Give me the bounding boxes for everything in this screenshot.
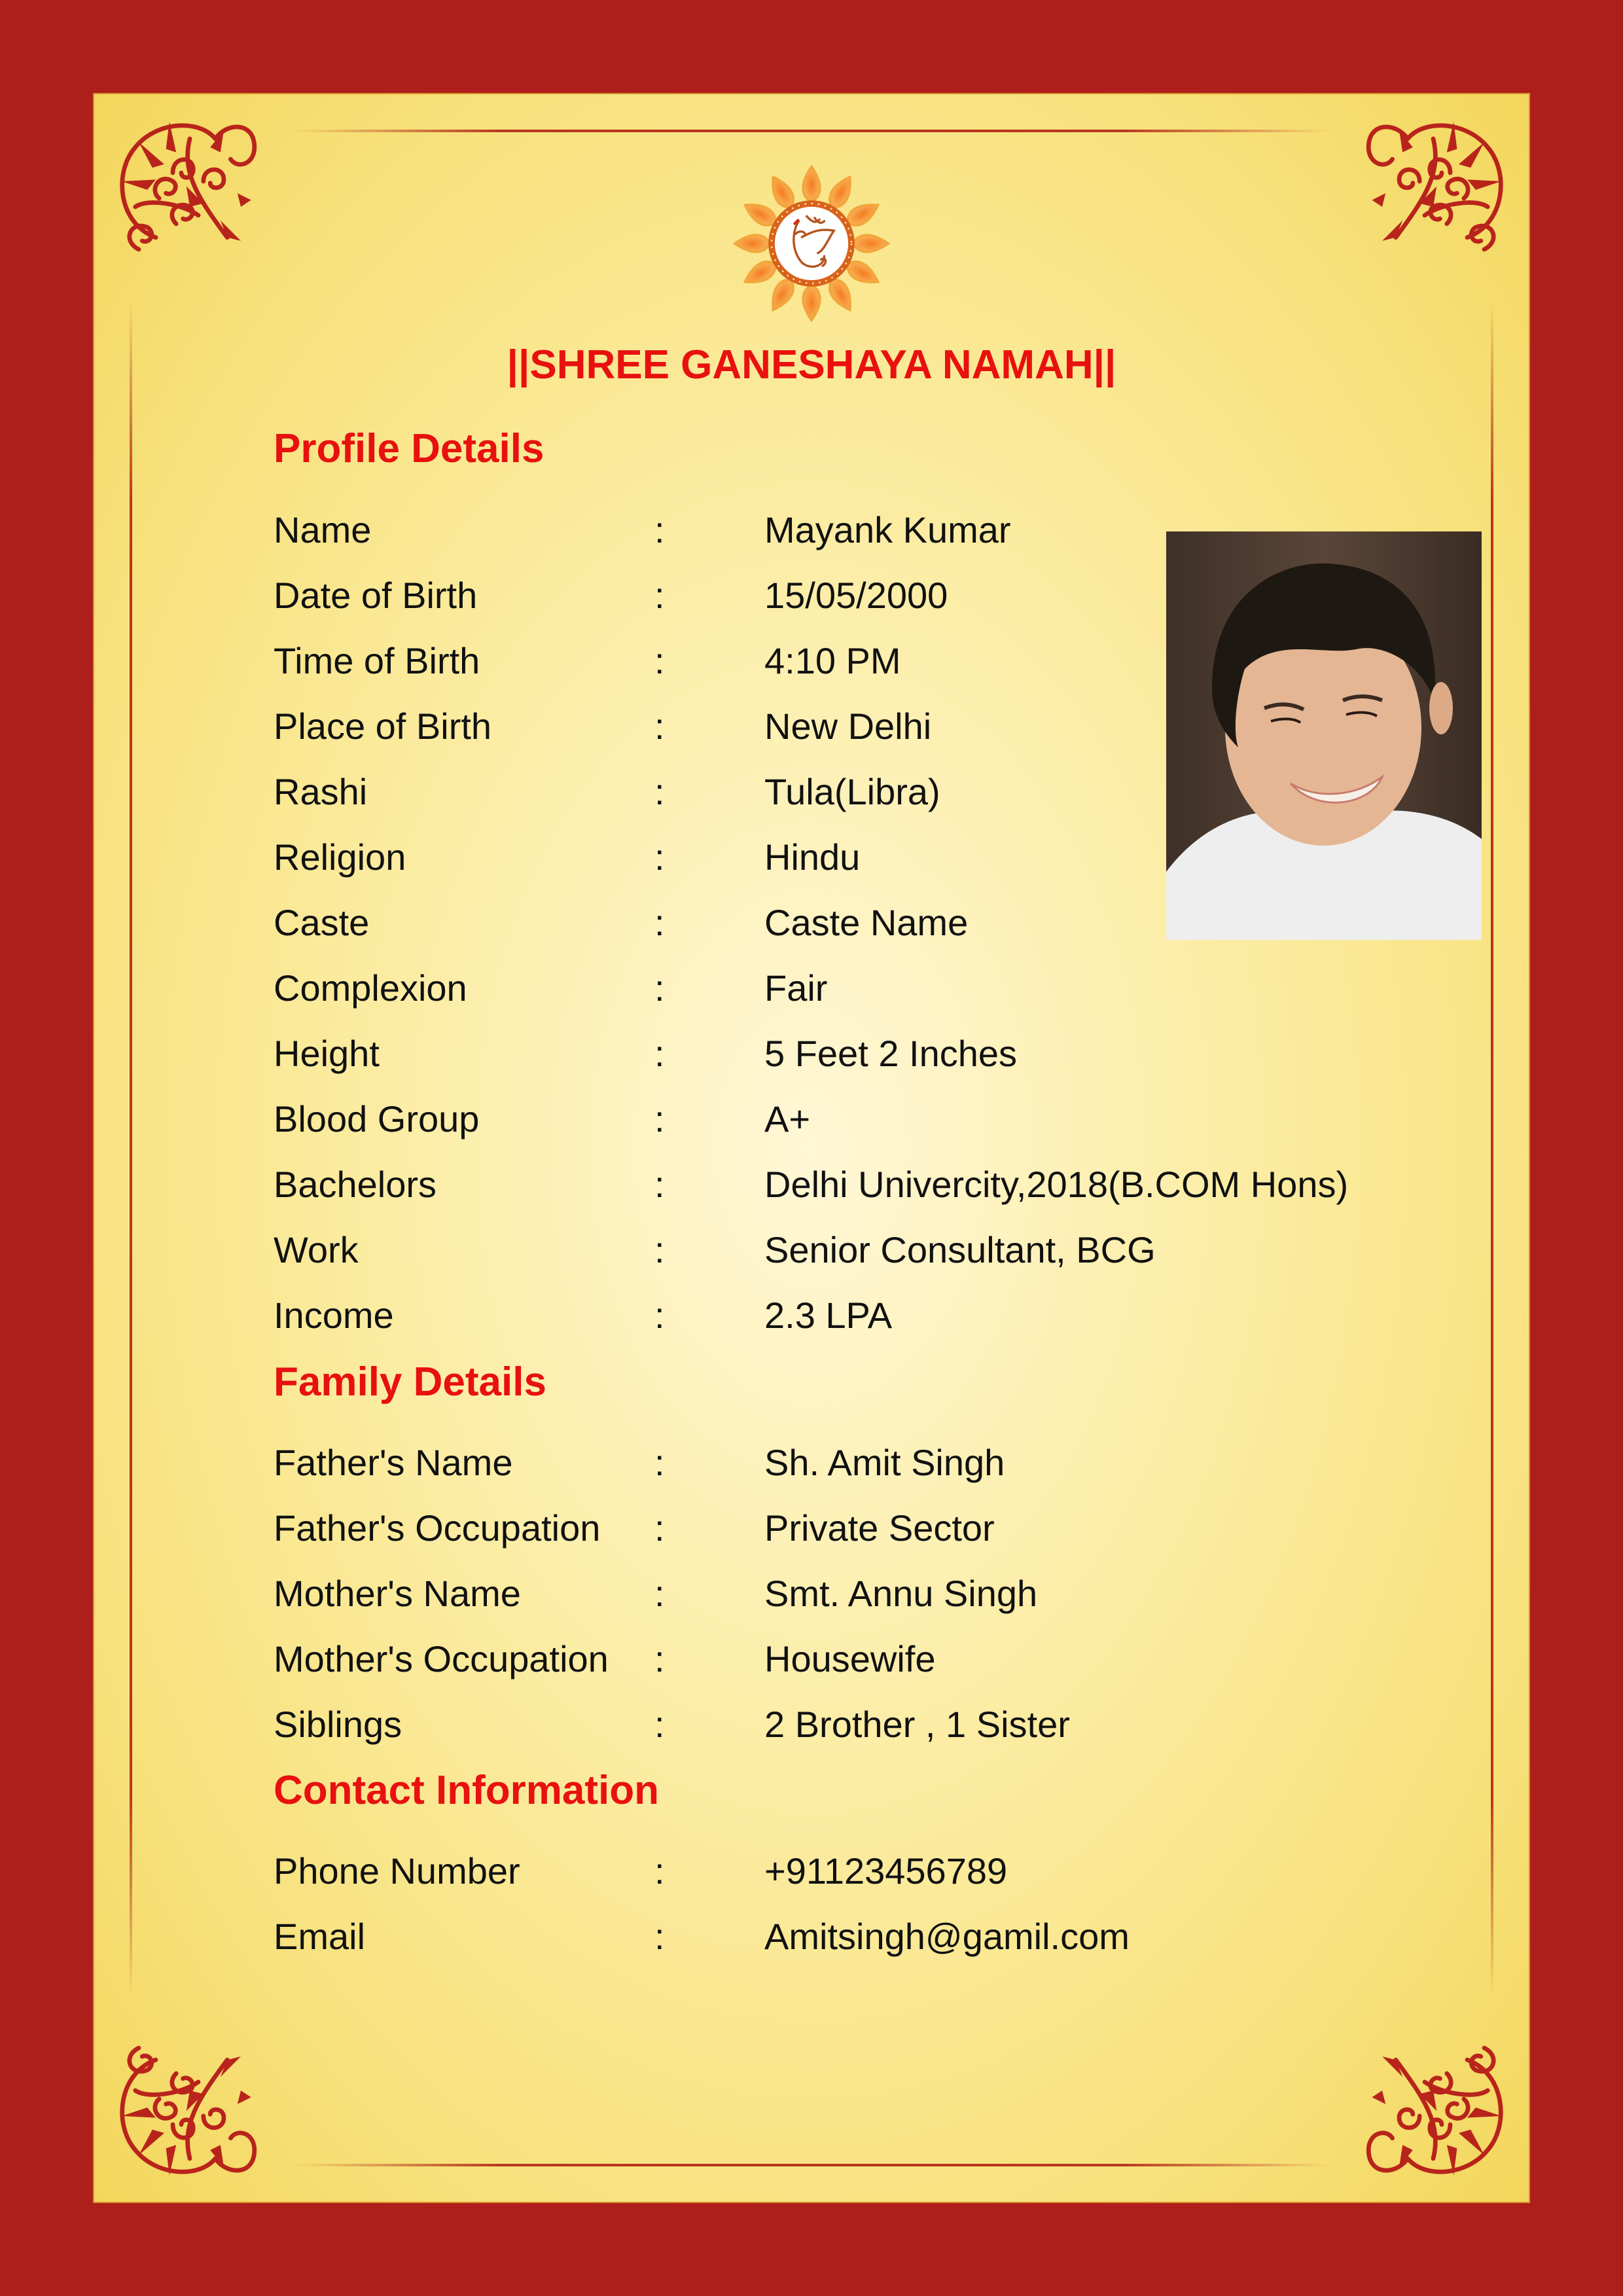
corner-ornament-top-right-icon [1348, 105, 1518, 275]
field-label: Complexion [274, 967, 467, 1009]
field-label: Rashi [274, 771, 368, 812]
corner-ornament-bottom-right-icon [1348, 2022, 1518, 2193]
field-label: Time of Birth [274, 640, 480, 681]
phone-number-value: +91123456789 [764, 1850, 1008, 1892]
field-value: Fair [764, 967, 828, 1009]
field-value: 2 Brother , 1 Sister [764, 1704, 1070, 1745]
field-separator: : [654, 1295, 665, 1336]
field-value: Tula(Libra) [764, 771, 940, 812]
field-value: A+ [764, 1098, 811, 1139]
frame-line-left [130, 301, 132, 1996]
field-separator: : [654, 1507, 665, 1549]
ganesha-emblem-icon [732, 164, 891, 323]
field-label: Height [274, 1033, 380, 1074]
field-value: 5 Feet 2 Inches [764, 1033, 1018, 1074]
field-label: Religion [274, 836, 406, 878]
field-separator: : [654, 509, 665, 550]
field-value: Senior Consultant, BCG [764, 1229, 1156, 1270]
field-label: Caste [274, 902, 370, 943]
field-label: Email [274, 1916, 366, 1957]
field-value: Caste Name [764, 902, 969, 943]
field-separator: : [654, 1573, 665, 1614]
field-separator: : [654, 1704, 665, 1745]
profile-photo [1166, 531, 1482, 940]
field-label: Mother's Occupation [274, 1638, 609, 1679]
field-separator: : [654, 902, 665, 943]
corner-ornament-top-left-icon [105, 105, 275, 275]
field-value: 15/05/2000 [764, 575, 948, 616]
field-separator: : [654, 575, 665, 616]
field-value: 2.3 LPA [764, 1295, 893, 1336]
field-value: Private Sector [764, 1507, 995, 1549]
field-value: Housewife [764, 1638, 936, 1679]
field-separator: : [654, 1442, 665, 1483]
field-separator: : [654, 1850, 665, 1892]
field-label: Father's Occupation [274, 1507, 601, 1549]
field-value: Smt. Annu Singh [764, 1573, 1038, 1614]
corner-ornament-bottom-left-icon [105, 2022, 275, 2193]
section-heading-family: Family Details [274, 1359, 546, 1405]
field-separator: : [654, 836, 665, 878]
field-label: Father's Name [274, 1442, 513, 1483]
field-label: Siblings [274, 1704, 402, 1745]
section-heading-contact: Contact Information [274, 1768, 659, 1813]
field-value: New Delhi [764, 706, 932, 747]
field-separator: : [654, 1164, 665, 1205]
field-separator: : [654, 1229, 665, 1270]
field-separator: : [654, 1033, 665, 1074]
field-separator: : [654, 967, 665, 1009]
field-label: Date of Birth [274, 575, 478, 616]
field-separator: : [654, 1098, 665, 1139]
section-heading-profile: Profile Details [274, 426, 544, 471]
field-separator: : [654, 706, 665, 747]
frame-line-top [294, 130, 1329, 132]
field-label: Name [274, 509, 372, 550]
field-label: Income [274, 1295, 394, 1336]
field-label: Blood Group [274, 1098, 480, 1139]
field-label: Mother's Name [274, 1573, 521, 1614]
invocation-title: ||SHREE GANESHAYA NAMAH|| [507, 342, 1116, 387]
field-separator: : [654, 1638, 665, 1679]
field-value: Mayank Kumar [764, 509, 1011, 550]
field-separator: : [654, 771, 665, 812]
field-label: Place of Birth [274, 706, 492, 747]
field-separator: : [654, 640, 665, 681]
field-value: Delhi Univercity,2018(B.COM Hons) [764, 1164, 1349, 1205]
field-separator: : [654, 1916, 665, 1957]
frame-line-right [1491, 301, 1493, 1996]
email-value: Amitsingh@gamil.com [764, 1916, 1130, 1957]
frame-line-bottom [294, 2164, 1329, 2166]
field-label: Work [274, 1229, 359, 1270]
field-label: Bachelors [274, 1164, 437, 1205]
field-value: Hindu [764, 836, 861, 878]
field-value: 4:10 PM [764, 640, 901, 681]
field-label: Phone Number [274, 1850, 520, 1892]
field-value: Sh. Amit Singh [764, 1442, 1005, 1483]
